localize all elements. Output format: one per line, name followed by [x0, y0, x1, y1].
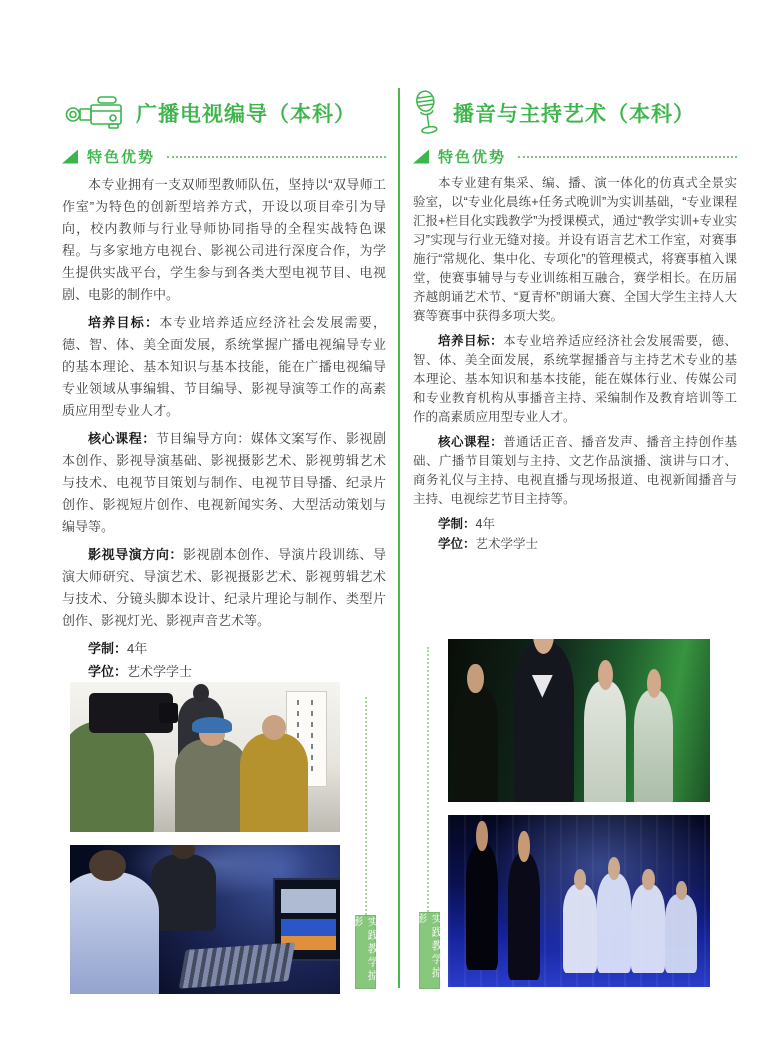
field-label: 影视导演方向：: [88, 547, 183, 562]
field-text: 艺术学学士: [475, 537, 539, 551]
duration-line: [413, 515, 737, 534]
figure-silhouette: [466, 843, 497, 970]
video-camera-icon: [62, 92, 124, 134]
dancer-silhouette: [563, 884, 597, 973]
dancer-silhouette: [631, 884, 665, 973]
blue-cap: [192, 717, 233, 734]
dancer-silhouette: [597, 873, 631, 973]
major-section-broadcast-hosting-art: [413, 90, 737, 555]
field-label: 培养目标：: [438, 334, 504, 348]
figure-silhouette: [175, 739, 248, 832]
section-header-features: [62, 148, 386, 165]
photo-stage-hosting-event: [448, 639, 710, 802]
photo-broadcast-control-room: [70, 845, 340, 994]
field-text: 艺术学学士: [127, 664, 193, 679]
field-text: 普通话正音、播音发声、播音主持创作基础、广播节目策划与主持、文艺作品演播、演讲与口才、商务礼仪与主持、电视直播与现场报道、电视新闻播音与主持、电视综艺节目主持等。: [413, 435, 737, 506]
mixing-console-shape: [179, 943, 296, 989]
operator-silhouette: [70, 872, 159, 994]
field-text: 本专业培养适应经济社会发展需要，德、智、体、美全面发展，系统掌握播音与主持艺术专业的基本理论、基本知识和基本技能，能在媒体行业、传媒公司和专业教育机构从事播音主持、采编制作及教育培训等工作的高素质应用型专业人才。: [413, 334, 737, 424]
host-silhouette: [514, 642, 574, 802]
practice-photos-tag-left: 实践教学掠影: [355, 915, 376, 989]
section-header-features: [413, 148, 737, 165]
photo-stage-performance-blue: [448, 815, 710, 987]
major-title: 广播电视编导（本科）: [136, 103, 356, 126]
field-text: 影视剧本创作、导演片段训练、导演大师研究、导演艺术、影视摄影艺术、影视剪辑艺术与技术、分镜头脚本设计、纪录片理论与制作、类型片创作、影视灯光、影视声音艺术等。: [62, 547, 386, 628]
field-label: 学制：: [88, 641, 128, 656]
column-divider-line: [398, 88, 400, 988]
dotted-rule: [167, 156, 386, 158]
field-label: 学位：: [88, 664, 128, 679]
major-section-broadcast-tv-directing: [62, 90, 386, 684]
field-text: 本专业培养适应经济社会发展需要，德、智、体、美全面发展，系统掌握广播电视编导专业的基本理论、基本知识与基本技能，能在广播电视编导专业领域从事编辑、节目编导、影视导演等工作的高素质应用型专业人才。: [62, 315, 386, 418]
field-label: 培养目标：: [88, 315, 160, 330]
dotted-rule: [518, 156, 737, 158]
figure-silhouette: [634, 690, 673, 802]
field-text: 4年: [127, 641, 148, 656]
core-courses-paragraph: [413, 433, 737, 509]
duration-line: [62, 638, 386, 660]
major-title: 播音与主持艺术（本科）: [453, 103, 695, 126]
features-paragraph: 本专业拥有一支双师型教师队伍，坚持以“双导师工作室”为特色的创新型培养方式，开设以项目牵引为导向，校内教师与行业导师协同指导的全程实战特色课程。与多家地方电视台、影视公司进行深度合作，为学生提供实战平台，学生参与到各类大型电视节目、电视剧、电影的制作中。: [62, 177, 386, 302]
major-header: [413, 90, 737, 136]
singer-silhouette: [508, 853, 539, 980]
figure-silhouette: [151, 854, 216, 931]
dotted-connector-left: [365, 697, 367, 915]
practice-photos-tag-right: 实践教学掠影: [419, 912, 440, 989]
core-courses-paragraph: [62, 428, 386, 538]
field-label: 核心课程：: [438, 435, 504, 449]
degree-line: [413, 535, 737, 554]
figure-silhouette: [240, 733, 308, 832]
degree-line: [62, 661, 386, 683]
section-title: 特色优势: [87, 149, 156, 166]
training-goal-paragraph: [413, 332, 737, 427]
field-text: 4年: [475, 517, 495, 531]
field-text: 节目编导方向：媒体文案写作、影视剧本创作、影视导演基础、影视摄影艺术、影视剪辑艺术与技术、电视节目策划与制作、电视节目导播、纪录片创作、影视短片创作、电视新闻实务、大型活动策划与编导等。: [62, 431, 386, 534]
dancer-silhouette: [665, 894, 696, 973]
triangle-bullet-icon: [62, 150, 78, 164]
microphone-icon: [413, 90, 441, 136]
figure-silhouette: [584, 681, 626, 802]
directing-track-paragraph: [62, 544, 386, 632]
major-header: [62, 90, 386, 136]
triangle-bullet-icon: [413, 150, 429, 164]
field-label: 学制：: [438, 517, 476, 531]
features-paragraph: 本专业建有集采、编、播、演一体化的仿真式全景实验室，以“专业化晨练+任务式晚训”为实训基础，“专业课程汇报+栏目化实践教学”为授课模式，通过“教学实训+专业实习”实现与行业无缝对接。并设有语言艺术工作室，对赛事施行“常规化、集中化、专项化”的管理模式，将赛事植入课堂，使赛事辅导与专业训练相互融合，赛学相长。在历届齐越朗诵艺术节、“夏青杯”朗诵大赛、全国大学生主持人大赛等赛事中获得多项大奖。: [413, 176, 737, 323]
field-label: 学位：: [438, 537, 476, 551]
dotted-connector-right: [427, 647, 429, 912]
figure-silhouette: [453, 685, 498, 802]
camcorder-shape: [89, 693, 173, 734]
section-title: 特色优势: [438, 149, 507, 166]
photo-filming-practice: [70, 682, 340, 832]
field-label: 核心课程：: [88, 431, 156, 446]
cameraman-silhouette: [70, 721, 154, 832]
training-goal-paragraph: [62, 312, 386, 422]
